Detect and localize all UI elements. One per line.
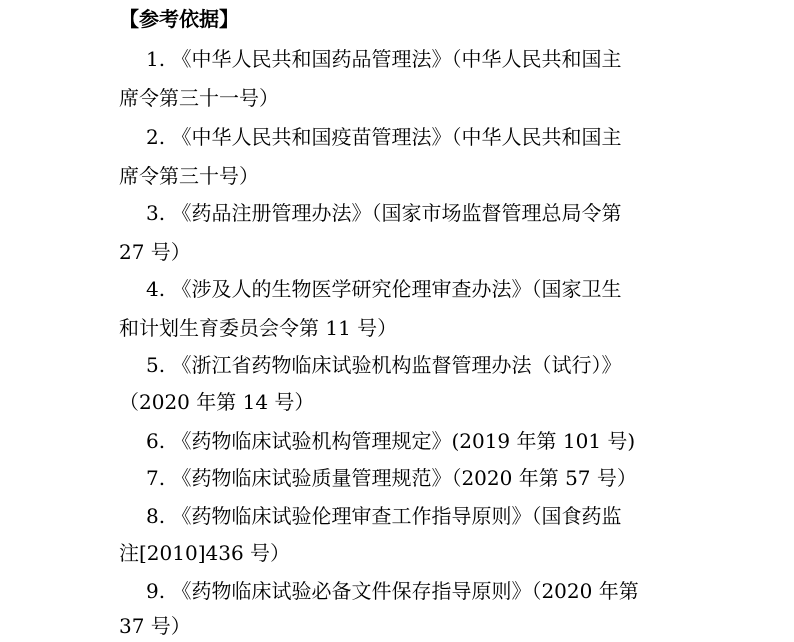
reference-continuation-4: 和计划生育委员会令第 11 号） bbox=[119, 316, 398, 340]
reference-text: 《涉及人的生物医学研究伦理审查办法》（国家卫生 bbox=[171, 277, 622, 301]
reference-continuation-1: 席令第三十一号） bbox=[119, 86, 279, 110]
reference-text: 《中华人民共和国药品管理法》（中华人民共和国主 bbox=[171, 47, 622, 71]
reference-item-5 bbox=[146, 352, 621, 378]
reference-number: 2. bbox=[146, 125, 166, 149]
reference-item-8 bbox=[146, 503, 621, 529]
reference-continuation-5: （2020 年第 14 号） bbox=[119, 390, 315, 414]
reference-number: 5. bbox=[146, 353, 166, 377]
reference-text: 《药物临床试验机构管理规定》(2019 年第 101 号) bbox=[171, 429, 636, 453]
reference-item-2 bbox=[146, 124, 621, 150]
reference-number: 1. bbox=[146, 47, 166, 71]
reference-text: 《药物临床试验质量管理规范》（2020 年第 57 号） bbox=[171, 466, 637, 490]
reference-item-1 bbox=[146, 46, 621, 72]
reference-text: 《药物临床试验必备文件保存指导原则》（2020 年第 bbox=[171, 579, 639, 603]
reference-number: 6. bbox=[146, 429, 166, 453]
reference-continuation-2: 席令第三十号） bbox=[119, 164, 259, 188]
reference-text: 《浙江省药物临床试验机构监督管理办法（试行）》 bbox=[171, 353, 622, 377]
reference-continuation-8: 注[2010]436 号） bbox=[119, 541, 291, 565]
reference-text: 《药品注册管理办法》（国家市场监督管理总局令第 bbox=[171, 201, 622, 225]
reference-item-6 bbox=[146, 428, 635, 454]
reference-continuation-3: 27 号） bbox=[119, 240, 191, 264]
reference-number: 7. bbox=[146, 466, 166, 490]
reference-number: 4. bbox=[146, 277, 166, 301]
reference-text: 《药物临床试验伦理审查工作指导原则》（国食药监 bbox=[171, 504, 622, 528]
reference-number: 3. bbox=[146, 201, 166, 225]
reference-item-3 bbox=[146, 200, 621, 226]
reference-item-4 bbox=[146, 276, 621, 302]
reference-number: 9. bbox=[146, 579, 166, 603]
reference-item-7 bbox=[146, 465, 637, 491]
reference-text: 《中华人民共和国疫苗管理法》（中华人民共和国主 bbox=[171, 125, 622, 149]
section-heading: 【参考依据】 bbox=[119, 7, 239, 31]
reference-item-9 bbox=[146, 578, 639, 604]
reference-continuation-9: 37 号） bbox=[119, 614, 191, 638]
reference-number: 8. bbox=[146, 504, 166, 528]
